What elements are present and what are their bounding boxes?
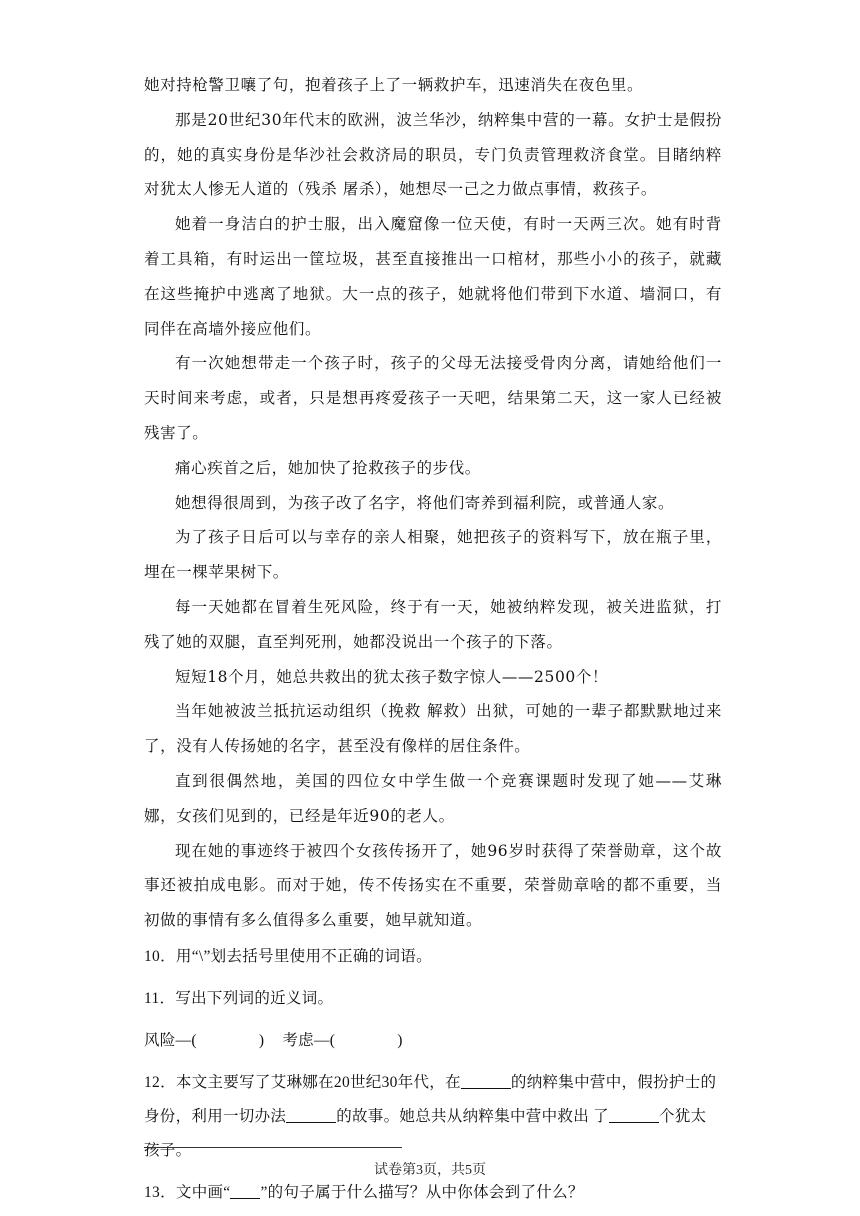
passage-paragraph: 她想得很周到，为孩子改了名字，将他们寄养到福利院，或普通人家。 xyxy=(175,493,675,512)
question-12 xyxy=(144,1066,722,1168)
passage-paragraph: 她对持枪警卫嚷了句，抱着孩子上了一辆救护车，迅速消失在夜色里。 xyxy=(144,76,644,94)
passage-paragraph: 为了孩子日后可以与幸存的亲人相聚，她把孩子的资料写下，放在瓶子里，埋在一棵苹果树下。 xyxy=(144,528,722,582)
question-11: 11．写出下列词的近义词。 xyxy=(144,989,334,1007)
question-12-text-1: 12．本文主要写了艾琳娜在20世纪30年代，在 xyxy=(144,1073,461,1091)
question-13-text-1: 13．文中画“ xyxy=(144,1183,231,1201)
passage-paragraph: 有一次她想带走一个孩子时，孩子的父母无法接受骨肉分离，请她给他们一天时间来考虑，或者，只是想再疼爱孩子一天吧，结果第二天，这一家人已经被残害了。 xyxy=(144,354,722,442)
passage-paragraph: 那是20世纪30年代末的欧洲，波兰华沙，纳粹集中营的一幕。女护士是假扮的，她的真实身份是华沙社会救济局的职员，专门负责管理救济食堂。目睹纳粹对犹太人惨无人道的（残杀 屠杀），她想尽一己之力做点事情，救孩子。 xyxy=(144,110,722,199)
passage-paragraph: 当年她被波兰抵抗运动组织（挽救 解救）出狱，可她的一辈子都默默地过来了，没有人传扬她的名字，甚至没有像样的居住条件。 xyxy=(144,702,722,756)
passage-paragraph: 现在她的事迹终于被四个女孩传扬开了，她96岁时获得了荣誉勋章，这个故事还被拍成电影。而对于她，传不传扬实在不重要，荣誉勋章啥的都不重要，当初做的事情有多么值得多么重要，她早就知道。 xyxy=(144,841,722,930)
question-11-answers xyxy=(144,1024,722,1058)
synonym-word-1: 风险—( xyxy=(144,1031,197,1049)
reading-passage xyxy=(144,68,722,938)
answer-blank-location[interactable] xyxy=(461,1072,511,1089)
answer-line[interactable] xyxy=(144,1147,402,1148)
content-area xyxy=(144,68,722,1210)
question-12-text-3: 的故事。她总共从纳粹集中营中救出 了 xyxy=(336,1107,609,1125)
synonym-close-1: ) xyxy=(258,1031,265,1049)
passage-paragraph: 直到很偶然地，美国的四位女中学生做一个竞赛课题时发现了她——艾琳娜，女孩们见到的，已经是年近90的老人。 xyxy=(144,771,722,825)
passage-paragraph: 短短18个月，她总共救出的犹太孩子数字惊人——2500个！ xyxy=(175,667,609,686)
answer-blank-count[interactable] xyxy=(609,1106,659,1123)
passage-paragraph: 痛心疾首之后，她加快了抢救孩子的步伐。 xyxy=(175,458,481,477)
underline-sample xyxy=(230,1182,260,1199)
passage-paragraph: 每一天她都在冒着生死风险，终于有一天，她被纳粹发现，被关进监狱，打残了她的双腿，直至判死刑，她都没说出一个孩子的下落。 xyxy=(144,597,722,651)
question-13-text-2: ”的句子属于什么描写？从中你体会到了什么？ xyxy=(260,1183,584,1201)
question-12-text-4: 个犹太孩子。 xyxy=(144,1107,707,1159)
question-10: 10．用“\”划去括号里使用不正确的词语。 xyxy=(144,947,432,965)
passage-paragraph: 她着一身洁白的护士服，出入魔窟像一位天使，有时一天两三次。她有时背着工具箱，有时运出一筐垃圾，甚至直接推出一口棺材，那些小小的孩子，就藏在这些掩护中逃离了地狱。大一点的孩子，她就将他们带到下水道、墙洞口，有同伴在高墙外接应他们。 xyxy=(144,215,722,338)
synonym-word-2: 考虑—( xyxy=(282,1031,336,1049)
question-13 xyxy=(144,1176,722,1210)
question-12-text-2: 的纳粹集中营中，假扮护士的身份，利用一切办法 xyxy=(144,1073,717,1125)
answer-blank-action[interactable] xyxy=(286,1106,336,1123)
page-footer: 试卷第3页，共5页 xyxy=(374,1163,486,1178)
synonym-close-2: ) xyxy=(397,1031,403,1049)
